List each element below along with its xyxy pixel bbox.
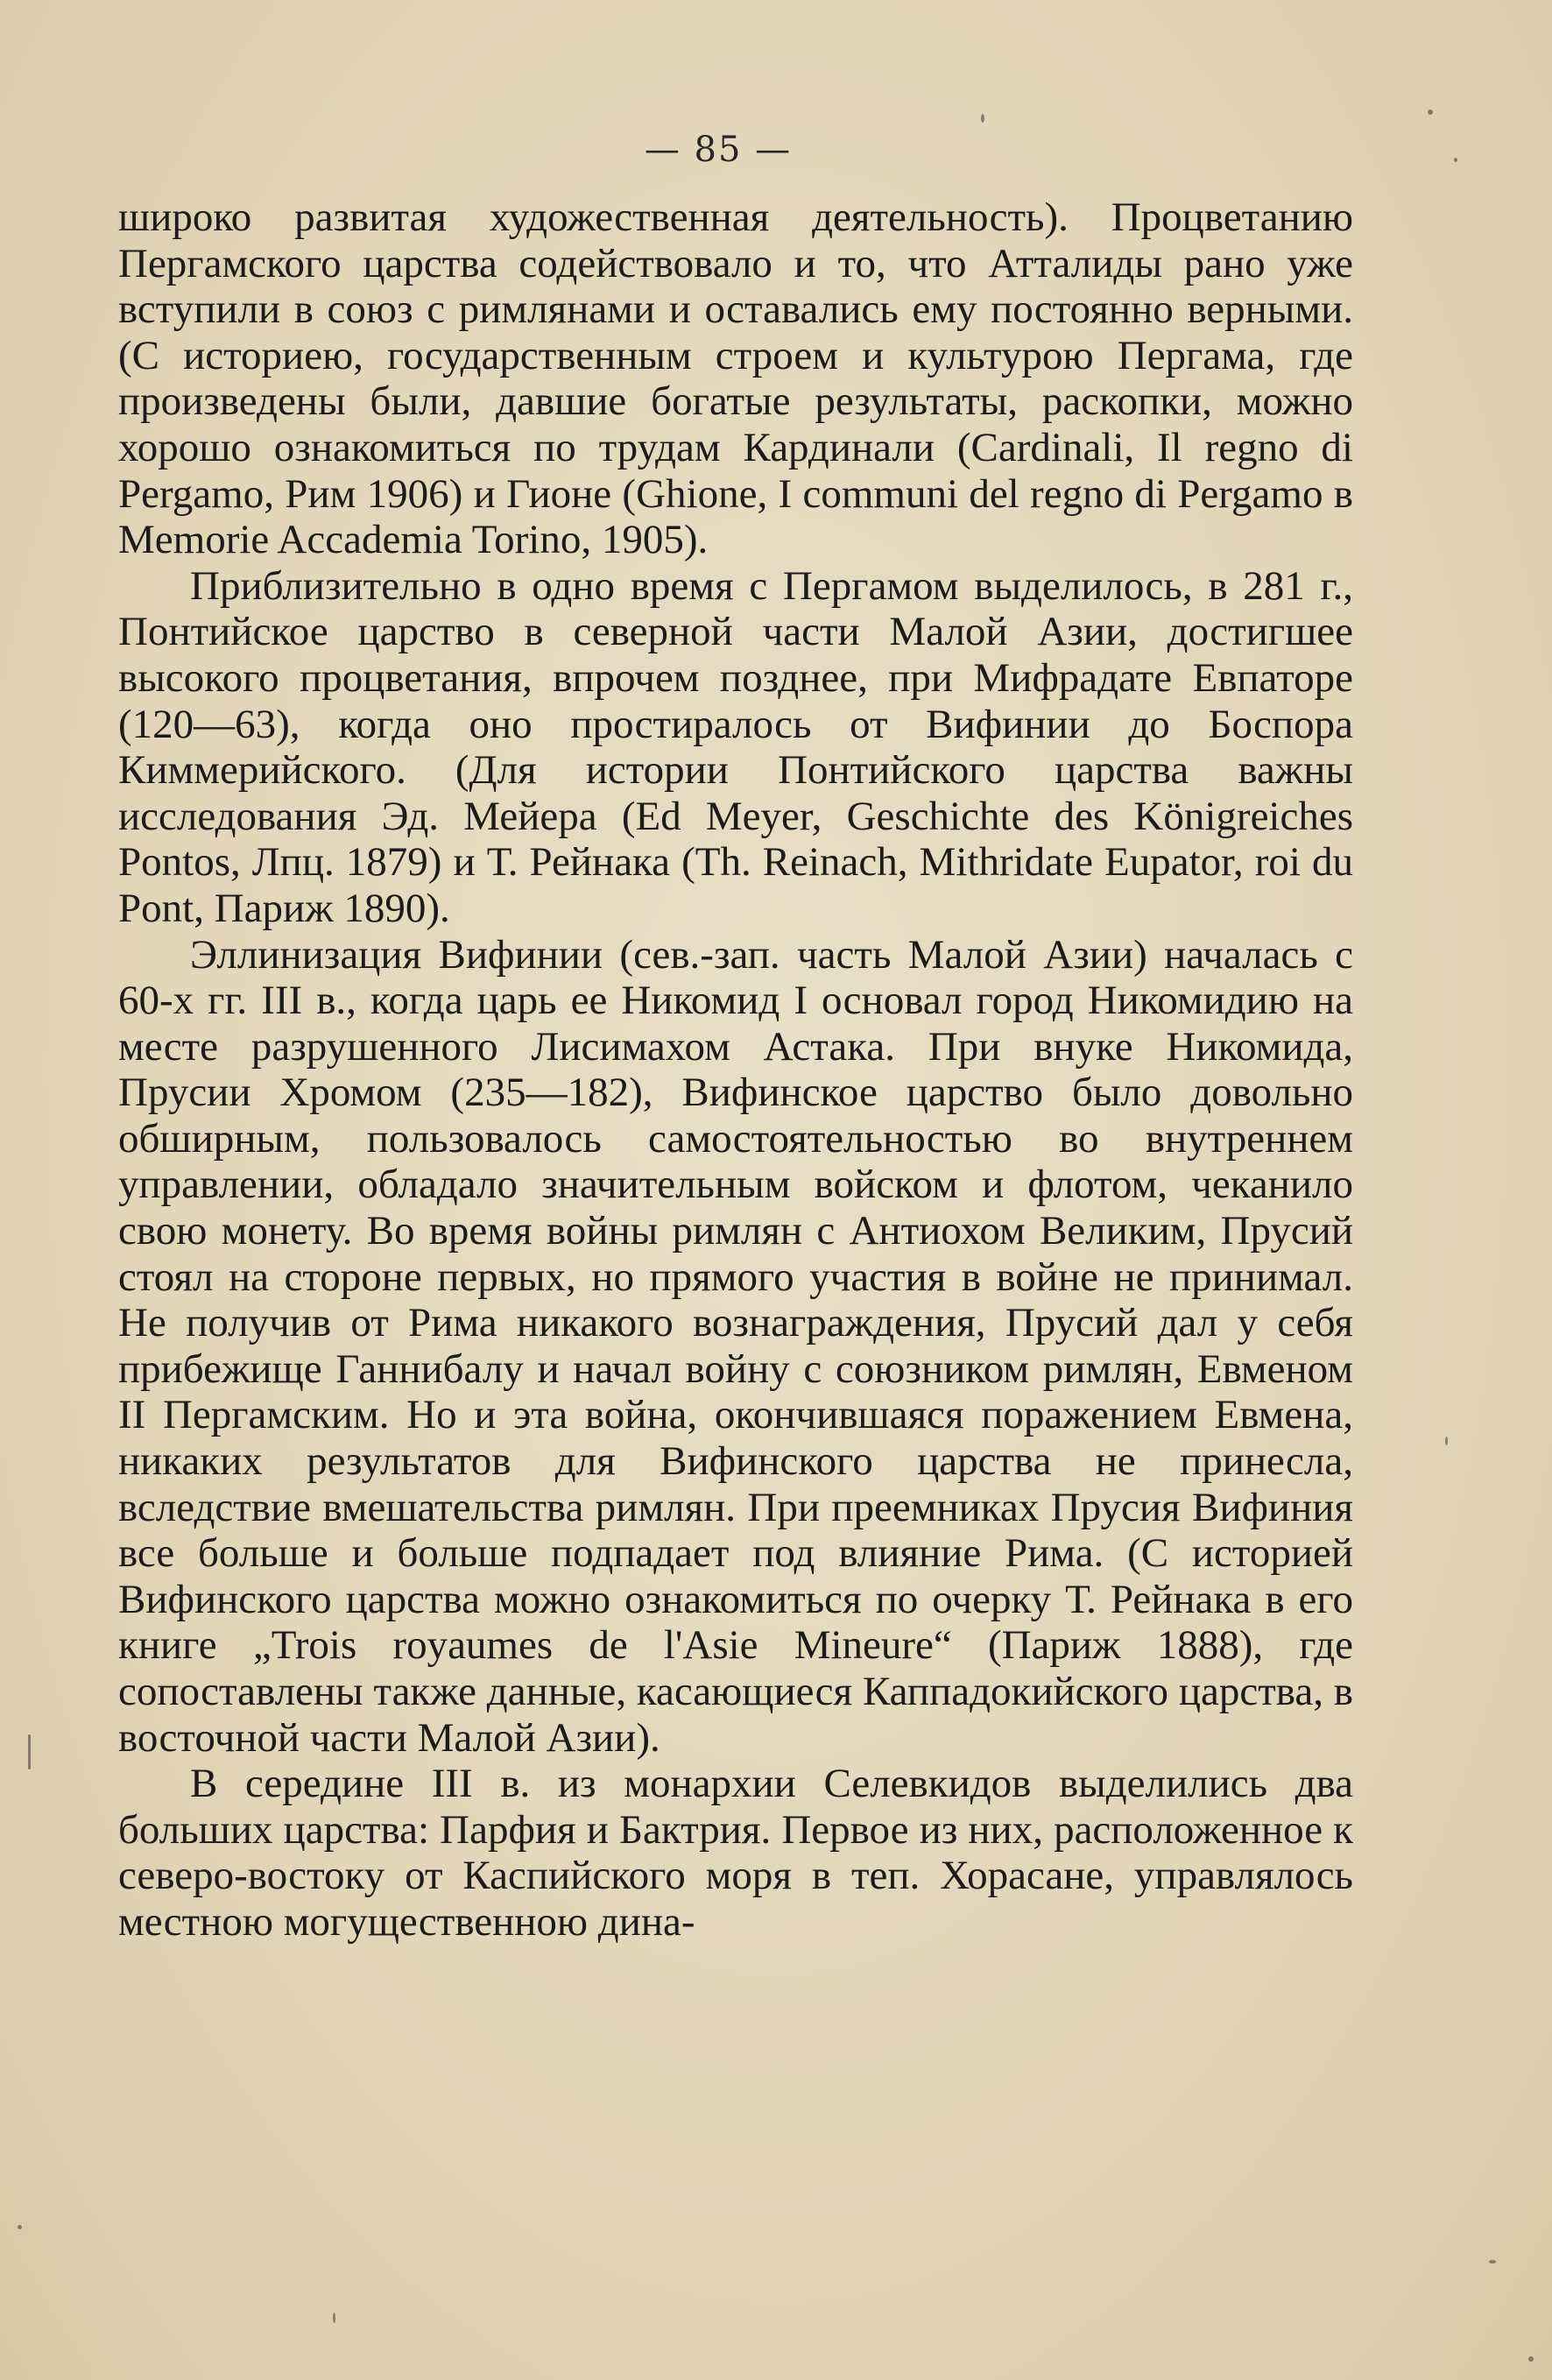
scan-speck xyxy=(981,114,984,123)
page-number: — 85 — xyxy=(644,130,793,170)
paragraph-pontic-kingdom: Приблизительно в одно время с Пергамом выделилось, в 281 г., Понтийское царство в северной части Малой Азии, достигшее высокого процветания, впрочем позднее, при Мифрадате Евпаторе (120—63), когда оно простиралось от Вифинии до Боспора Киммерийского. (Для истории Понтийского царства важны исследования Эд. Мейера (Ed Meyer, Geschichte des Königreiches Pontos, Лпц. 1879) и Т. Рейнака (Th. Reinach, Mithridate Eupator, roi du Pont, Париж 1890). xyxy=(118,562,1353,931)
scan-speck xyxy=(333,2313,335,2323)
text-body xyxy=(118,194,1353,1946)
scan-speck xyxy=(1489,2260,1496,2263)
paragraph-parthia-bactria: В середине III в. из монархии Селевкидов выделились два больших царства: Парфия и Бактрия. Первое из них, расположенное к северо-востоку от Каспийского моря в теп. Хорасане, управлялось местною могущественною дина- xyxy=(118,1761,1353,1945)
scan-speck xyxy=(1428,109,1433,115)
scan-speck xyxy=(1445,1437,1448,1445)
scan-speck xyxy=(18,2225,22,2229)
paragraph-pergamon-continued: широко развитая художественная деятельность). Процветанию Пергамского царства содействовало и то, что Атталиды рано уже вступили в союз с римлянами и оставались ему постоянно верными. (С историею, государственным строем и культурою Пергама, где произведены были, давшие богатые результаты, раскопки, можно хорошо ознакомиться по трудам Кардинали (Cardinali, Il regno di Pergamo, Рим 1906) и Гионе (Ghione, I communi del regno di Pergamo в Memorie Accademia Torino, 1905). xyxy=(118,194,1353,563)
paragraph-bithynia: Эллинизация Вифинии (сев.-зап. часть Малой Азии) началась с 60-х гг. III в., когда царь ее Никомид I основал город Никомидию на месте разрушенного Лисимахом Астака. При внуке Никомида, Прусии Хромом (235—182), Вифинское царство было довольно обширным, пользовалось самостоятельностью во внутреннем управлении, обладало значительным войском и флотом, чеканило свою монету. Во время войны римлян с Антиохом Великим, Прусий стоял на стороне первых, но прямого участия в войне не принимал. Не получив от Рима никакого вознаграждения, Прусий дал у себя прибежище Ганнибалу и начал войну с союзником римлян, Евменом II Пергамским. Но и эта война, окончившаяся поражением Евмена, никаких результатов для Вифинского царства не принесла, вследствие вмешательства римлян. При преемниках Прусия Вифиния все больше и больше подпадает под влияние Рима. (С историей Вифинского царства можно ознакомиться по очерку Т. Рейнака в его книге „Trois royaumes de l'Asie Mineure“ (Париж 1888), где сопоставлены также данные, касающиеся Каппадокийского царства, в восточной части Малой Азии). xyxy=(118,931,1353,1761)
scan-speck xyxy=(1454,158,1457,162)
scan-speck xyxy=(1528,2356,1534,2362)
scan-speck xyxy=(28,1734,31,1769)
